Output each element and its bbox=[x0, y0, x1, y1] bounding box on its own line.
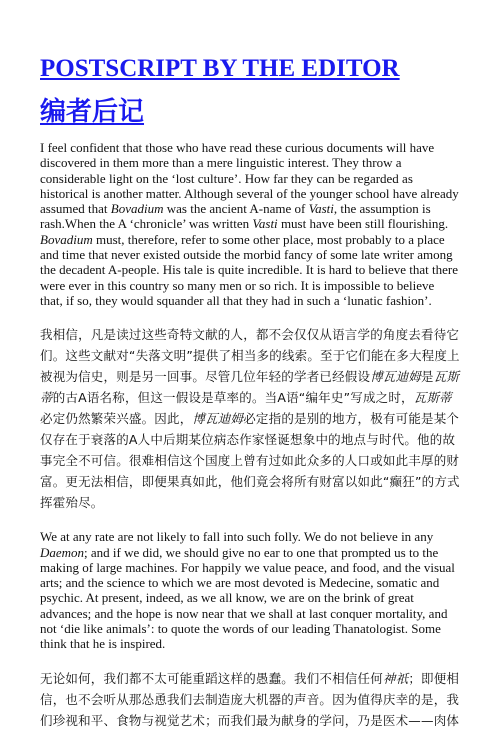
paragraph-2-chinese: 无论如何，我们都不太可能重蹈这样的愚蠢。我们不相信任何神祇；即便相信，也不会听从那怂恿我们去制造庞大机器的声音。因为值得庆幸的是，我们珍视和平、食物与视觉艺术；而我们最为献身的学问，乃是医术——肉体 bbox=[40, 670, 460, 728]
paragraph-2-english: We at any rate are not likely to fall into such folly. We do not believe in any Daemon; and if we did, we should give no ear to one that prompted us to the making of large machines. For happily we value peace, and food, and the visual arts; and the science to which we are most devoted is Medecine, somatic and psychic. At present, indeed, as we all know, we are on the brink of great advances; and the hope is now near that we shall at last conquer mortality, and not ‘die like animals’: to quote the words of our leading Thanatologist. Some think that he is inspired. bbox=[40, 529, 455, 652]
paragraph-1-english: I feel confident that those who have read these curious documents will have discovered in them more than a mere linguistic interest. They throw a considerable light on the ‘lost culture’. How far they can be regarded as historical is another matter. Although several of the younger school have already assumed that Bovadium was the ancient A-name of Vasti, the assumption is rash.When the A ‘chronicle’ was written Vasti must have been still flourishing. Bovadium must, therefore, refer to some other place, most probably to a place and time that never existed outside the morbid fancy of some late writer among the decadent A-people. His tale is quite incredible. It is hard to believe that there were ever in this country so many men or so rich. It is impossible to believe that, if so, they would squander all that they had in such a ‘lunatic fashion’. bbox=[40, 140, 459, 308]
title-chinese-link[interactable]: 编者后记 bbox=[40, 97, 145, 127]
paragraph-1-chinese: 我相信，凡是读过这些奇特文献的人，都不会仅仅从语言学的角度去看待它们。这些文献对“失落文明”提供了相当多的线索。至于它们能在多大程度上被视为信史，则是另一回事。尽管几位年轻的学者已经假设博瓦迪姆是瓦斯蒂的古A语名称，但这一假设是草率的。当A语“编年史”写成之时，瓦斯蒂必定仍然繁荣兴盛。因此，博瓦迪姆必定指的是别的地方，极有可能是某个仅存在于衰落的A人中后期某位病态作家怪诞想象中的地点与时代。他的故事完全不可信。很难相信这个国度上曾有过如此众多的人口或如此丰厚的财富。更无法相信，即便果真如此，他们竟会将所有财富以如此“癫狂”的方式挥霍殆尽。 bbox=[40, 327, 460, 511]
title-english-link[interactable]: POSTSCRIPT BY THE EDITOR bbox=[40, 55, 400, 82]
